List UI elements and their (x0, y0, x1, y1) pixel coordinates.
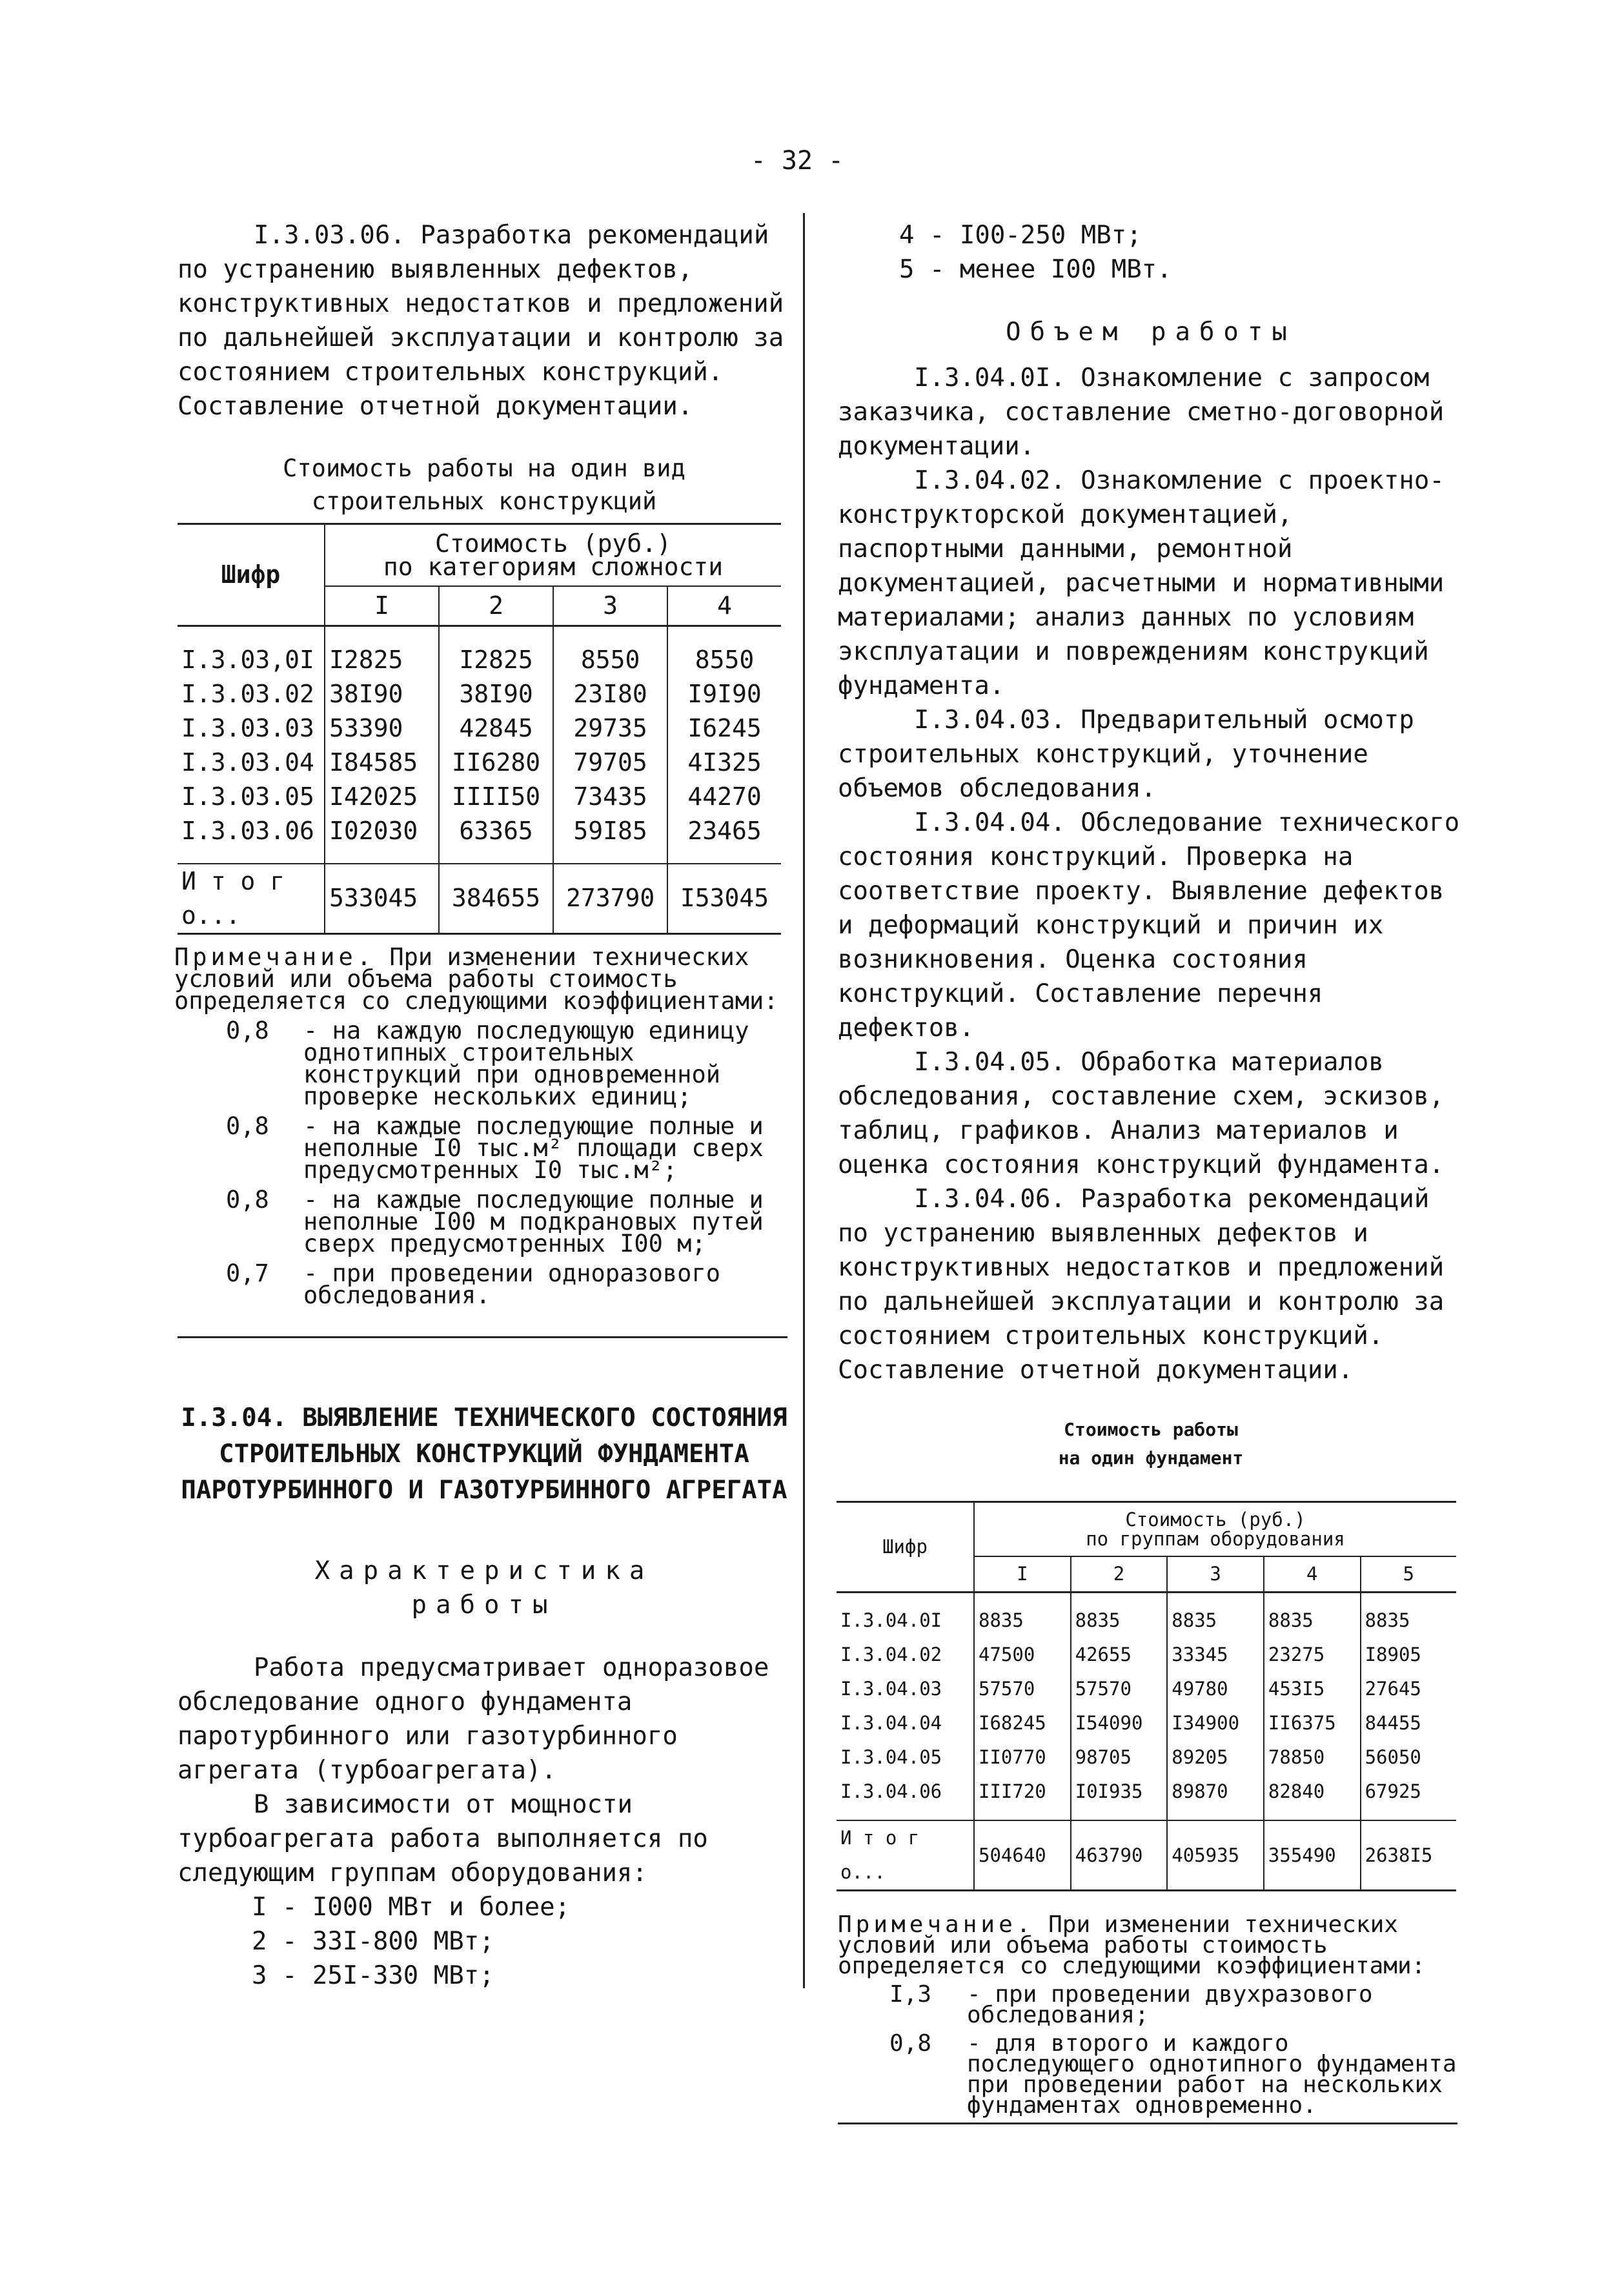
note-rule (838, 2122, 1457, 2124)
paragraph-1-3-04-01: I.3.04.0I. Ознакомление с запросом заказчика, составление сметно-договорной документации. (838, 363, 1445, 461)
column-header-code: Шифр (178, 524, 325, 626)
table-row (837, 1672, 1456, 1706)
table-cell: 57570 (974, 1672, 1071, 1706)
column-group-header-line-1: Стоимость (руб.) (434, 529, 672, 558)
table-cell: I9I90 (667, 677, 781, 711)
characteristic-heading-line-2: работы (411, 1590, 557, 1620)
table-cell: II6280 (439, 746, 553, 780)
table-cell: 405935 (1167, 1820, 1264, 1891)
table-row (178, 746, 781, 780)
subheader-category-2: 2 (439, 586, 553, 626)
table-cell: 63365 (439, 814, 553, 848)
note-block-right (838, 1911, 1464, 2119)
table-row (837, 1706, 1456, 1740)
row-code: I.3.04.03 (840, 1678, 942, 1700)
list-item: I - I000 МВт и более; (252, 1892, 571, 1922)
row-code: I.3.04.05 (840, 1746, 942, 1768)
subheader-group-5: 5 (1361, 1556, 1456, 1593)
subheader-category-1: I (325, 586, 439, 626)
note-item (174, 1259, 791, 1309)
table-total-row (837, 1820, 1456, 1891)
note-heading: Примечание. (174, 942, 376, 971)
note-item (174, 1016, 791, 1110)
table-cell: I34900 (1167, 1706, 1264, 1740)
list-item: 5 - менее I00 МВт. (899, 255, 1172, 284)
row-code: I.3.03.06 (181, 816, 314, 845)
section-heading-line-2: СТРОИТЕЛЬНЫХ КОНСТРУКЦИЙ ФУНДАМЕНТА (219, 1439, 749, 1469)
table-cell: 79705 (553, 746, 667, 780)
row-code: I.3.04.06 (840, 1780, 942, 1802)
table-cell: IIII50 (439, 780, 553, 814)
paragraph-1-3-03-06: I.3.03.06. Разработка рекомендаций по устранению выявленных дефектов, конструктивных недостатков и предложений по дальнейшей эксплуатации и контролю за состоянием строительных конструкций. Составление отчетной документации. (178, 221, 784, 421)
table-cell: 42655 (1071, 1638, 1168, 1672)
total-label: И т о г о... (178, 864, 325, 934)
table-row (178, 677, 781, 711)
column-group-header-line-2: по категориям сложности (383, 552, 724, 581)
page-number: - 32 - (750, 146, 844, 176)
table-cell: 56050 (1361, 1740, 1456, 1775)
note-heading: Примечание. (838, 1911, 1035, 1938)
table-cell: 384655 (439, 864, 553, 934)
table-cell: 27645 (1361, 1672, 1456, 1706)
column-group-header-line-1: Стоимость (руб.) (1125, 1508, 1306, 1531)
list-item: 3 - 25I-330 МВт; (252, 1960, 494, 1990)
table-cell: 273790 (553, 864, 667, 934)
table-cell: 23465 (667, 814, 781, 848)
note-item (174, 1185, 791, 1257)
table-cell: 355490 (1264, 1820, 1361, 1891)
subheader-group-2: 2 (1071, 1556, 1168, 1593)
table-total-row (178, 864, 781, 934)
table-caption-line-2: на один фундамент (1058, 1447, 1244, 1469)
subheader-category-3: 3 (553, 586, 667, 626)
table-cell: 2638I5 (1361, 1820, 1456, 1891)
section-heading-line-3: ПАРОТУРБИННОГО И ГАЗОТУРБИННОГО АГРЕГАТА (181, 1475, 787, 1505)
table-cell: 59I85 (553, 814, 667, 848)
table-cell: 8835 (974, 1603, 1071, 1638)
note-text: - для второго и каждого последующего однотипного фундамента при проведении работ на нескольких фундаментах одновременно. (967, 2030, 1457, 2119)
table-cell: I53045 (667, 864, 781, 934)
table-row (837, 1638, 1456, 1672)
cost-table-foundation (837, 1501, 1456, 1891)
table-cell: 23I80 (553, 677, 667, 711)
table-cell: 33345 (1167, 1638, 1264, 1672)
table-cell: 67925 (1361, 1775, 1456, 1809)
equipment-group-list (178, 1890, 791, 1993)
table-cell: 8835 (1167, 1603, 1264, 1638)
note-intro: При изменении технических условий или объема работы стоимость определяется со следующими коэффициентами: (838, 1911, 1426, 1979)
characteristic-heading-line-1: Характеристика (314, 1556, 654, 1585)
table-cell: 78850 (1264, 1740, 1361, 1775)
note-coefficient: 0,8 (226, 1112, 269, 1140)
paragraph-1-3-04-02: I.3.04.02. Ознакомление с проектно-конструкторской документацией, паспортными данными, ремонтной документацией, расчетными и нормативными материалами; анализ данных по условиям эксплуатации и повреждениям конструкций фундамента. (838, 466, 1445, 700)
table-cell: I0I935 (1071, 1775, 1168, 1809)
table-cell: 8835 (1071, 1603, 1168, 1638)
table-caption-line-1: Стоимость работы на один вид (283, 454, 685, 482)
cost-table-structures (178, 523, 781, 935)
note-text: - на каждые последующие полные и неполные I0 тыс.м² площади сверх предусмотренных I0 тыс.м²; (303, 1112, 764, 1184)
table-cell: 49780 (1167, 1672, 1264, 1706)
list-item: 4 - I00-250 МВт; (899, 221, 1142, 250)
table-cell: 23275 (1264, 1638, 1361, 1672)
row-code: I.3.03.04 (181, 748, 314, 777)
volume-heading: Объем работы (1006, 318, 1296, 347)
table-row (178, 711, 781, 746)
table-cell: 38I90 (325, 677, 439, 711)
table-cell: I6245 (667, 711, 781, 746)
row-code: I.3.03.02 (181, 679, 314, 708)
note-text: - на каждую последующую единицу однотипных строительных конструкций при одновременной проверке нескольких единиц; (303, 1016, 749, 1110)
table-caption-line-1: Стоимость работы (1064, 1419, 1238, 1440)
note-text: - при проведении одноразового обследования. (303, 1259, 721, 1309)
table-cell: 82840 (1264, 1775, 1361, 1809)
table-cell: 533045 (325, 864, 439, 934)
row-code: I.3.03.03 (181, 713, 314, 742)
row-code: I.3.03.05 (181, 782, 314, 811)
table-row (837, 1740, 1456, 1775)
note-coefficient: 0,8 (889, 2030, 932, 2057)
note-coefficient: 0,8 (226, 1185, 269, 1214)
table-cell: 84455 (1361, 1706, 1456, 1740)
table-cell: 8550 (553, 643, 667, 677)
paragraph-work-description: Работа предусматривает одноразовое обследование одного фундамента паротурбинного или газотурбинного агрегата (турбоагрегата). (178, 1653, 769, 1785)
left-column (174, 218, 791, 1993)
table-row (837, 1603, 1456, 1638)
table-cell: 57570 (1071, 1672, 1168, 1706)
subheader-group-3: 3 (1167, 1556, 1264, 1593)
table-cell: 73435 (553, 780, 667, 814)
note-text: - при проведении двухразового обследования; (967, 1981, 1373, 2028)
paragraph-1-3-04-06: I.3.04.06. Разработка рекомендаций по устранению выявленных дефектов и конструктивных недостатков и предложений по дальнейшей эксплуатации и контролю за состоянием строительных конструкций. Составление отчетной документации. (838, 1185, 1445, 1385)
table-cell: 463790 (1071, 1820, 1168, 1891)
total-label: И т о г о... (837, 1820, 974, 1891)
note-intro: При изменении технических условий или объема работы стоимость определяется со следующими коэффициентами: (174, 942, 778, 1015)
table-cell: I8905 (1361, 1638, 1456, 1672)
table-cell: 8550 (667, 643, 781, 677)
note-text: - на каждые последующие полные и неполные I00 м подкрановых путей сверх предусмотренных I00 м; (303, 1185, 764, 1257)
subheader-group-1: I (974, 1556, 1071, 1593)
table-cell: 47500 (974, 1638, 1071, 1672)
row-code: I.3.04.04 (840, 1712, 942, 1734)
note-item (174, 1112, 791, 1184)
table-cell: 38I90 (439, 677, 553, 711)
table-cell: II6375 (1264, 1706, 1361, 1740)
subheader-category-4: 4 (667, 586, 781, 626)
row-code: I.3.04.0I (840, 1609, 942, 1631)
note-item (838, 1981, 1464, 2028)
table-cell: 42845 (439, 711, 553, 746)
column-header-code: Шифр (837, 1502, 974, 1593)
table-cell: 8835 (1264, 1603, 1361, 1638)
table-cell: I2825 (325, 643, 439, 677)
table-cell: 44270 (667, 780, 781, 814)
column-group-header (974, 1502, 1456, 1556)
table-cell: 4I325 (667, 746, 781, 780)
table-cell: 29735 (553, 711, 667, 746)
row-code: I.3.03,0I (181, 645, 314, 674)
table-cell: 453I5 (1264, 1672, 1361, 1706)
column-divider (803, 213, 805, 1988)
table-cell: 89870 (1167, 1775, 1264, 1809)
column-group-header (325, 524, 781, 586)
note-coefficient: 0,8 (226, 1016, 269, 1044)
table-cell: I2825 (439, 643, 553, 677)
equipment-group-list-continued (838, 218, 1464, 287)
table-cell: I68245 (974, 1706, 1071, 1740)
table-row (178, 780, 781, 814)
note-coefficient: 0,7 (226, 1259, 269, 1287)
table-cell: 98705 (1071, 1740, 1168, 1775)
note-coefficient: I,3 (889, 1981, 932, 2008)
table-cell: 504640 (974, 1820, 1071, 1891)
table-row (178, 643, 781, 677)
table-row (837, 1775, 1456, 1809)
section-heading-line-1: I.3.04. ВЫЯВЛЕНИЕ ТЕХНИЧЕСКОГО СОСТОЯНИЯ (181, 1403, 787, 1432)
paragraph-1-3-04-03: I.3.04.03. Предварительный осмотр строительных конструкций, уточнение объемов обследования. (838, 706, 1414, 803)
right-column (838, 218, 1464, 2124)
note-block-left (174, 942, 791, 1309)
table-cell: I84585 (325, 746, 439, 780)
table-cell: I54090 (1071, 1706, 1168, 1740)
column-group-header-line-2: по группам оборудования (1086, 1527, 1345, 1550)
table-cell: 8835 (1361, 1603, 1456, 1638)
paragraph-1-3-04-04: I.3.04.04. Обследование технического состояния конструкций. Проверка на соответствие проекту. Выявление дефектов и деформаций конструкций и причин их возникновения. Оценка состояния конструкций. Составление перечня дефектов. (838, 808, 1460, 1043)
paragraph-1-3-04-05: I.3.04.05. Обработка материалов обследования, составление схем, эскизов, таблиц, графиков. Анализ материалов и оценка состояния конструкций фундамента. (838, 1048, 1445, 1179)
table-row (178, 814, 781, 848)
list-item: 2 - 33I-800 МВт; (252, 1926, 494, 1956)
table-cell: 53390 (325, 711, 439, 746)
row-code: I.3.04.02 (840, 1644, 942, 1665)
paragraph-equipment-groups: В зависимости от мощности турбоагрегата работа выполняется по следующим группам оборудования: (178, 1789, 708, 1888)
subheader-group-4: 4 (1264, 1556, 1361, 1593)
table-cell: I42025 (325, 780, 439, 814)
table-cell: I02030 (325, 814, 439, 848)
table-cell: 89205 (1167, 1740, 1264, 1775)
table-caption-line-2: строительных конструкций (311, 487, 657, 515)
note-item (838, 2030, 1464, 2119)
table-cell: III720 (974, 1775, 1071, 1809)
table-cell: II0770 (974, 1740, 1071, 1775)
